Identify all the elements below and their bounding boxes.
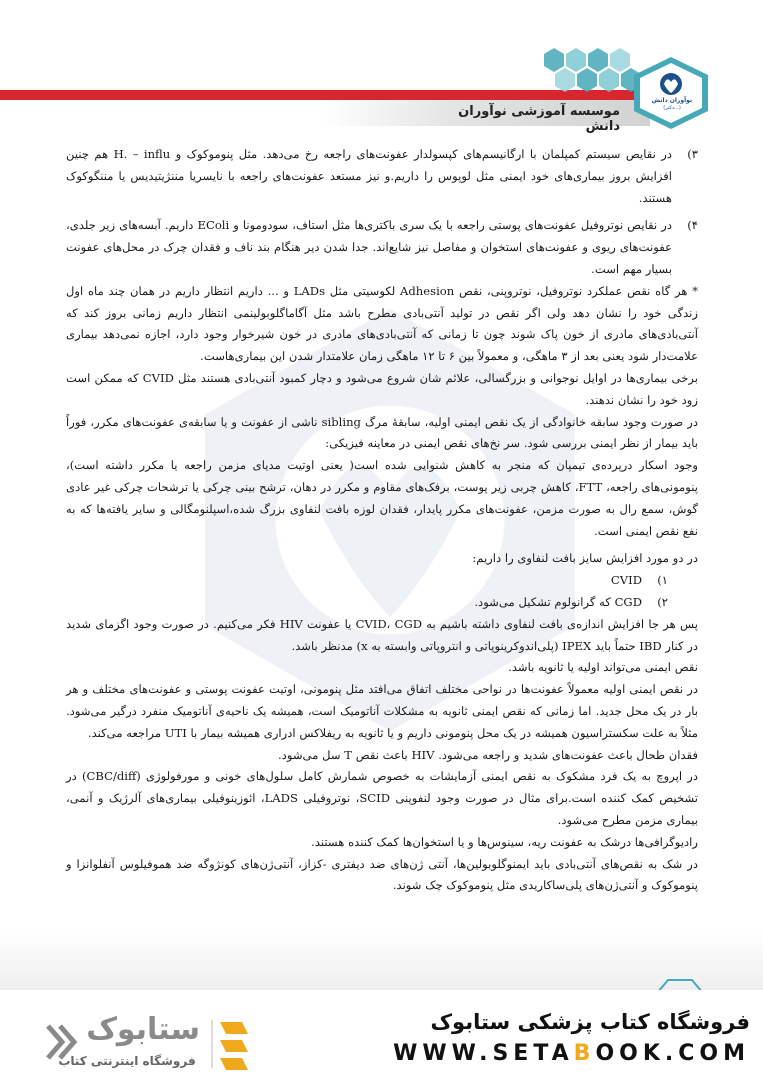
list-item-3 [66,144,698,209]
sub-list-item [66,592,698,614]
paragraph: در صورت وجود سابقه خانوادگی از یک نقص ایمنی اولیه، سابقهٔ مرگ sibling ناشی از عفونت و یا سابقه‌ی عفونت‌های مکرر، فوراً باید بیمار از نظر ایمنی بررسی شود. سر نخ‌های نقص ایمنی در معاینه فیزیکی: [66,414,698,451]
paragraph: در نقص ایمنی اولیه معمولاً عفونت‌ها در نواحی مختلف اتفاق می‌افتد مثل پنومونی، اوتیت عفونت پوستی و عفونت‌های مختلف و هر بار در یک محل جدید. اما زمانی که نقص ایمنی ثانویه به مشکلات آناتومیک است، همیشه یک ناحیه‌ی آناتومیک منفرد درگیر می‌شود. مثلاً به علت سکستراسیون همیشه در یک محل پنومونی داریم و یا ثانویه به ریفلاکس ادراری همیشه بیمار با UTI مراجعه می‌کند. [66,682,698,740]
item-number: ۳) [687,147,698,161]
logo-name: نوآوران دانش [651,97,693,104]
sub-list-item [66,570,698,592]
brand-logo-icon [632,56,710,130]
shop-title: فروشگاه کتاب پزشکی ستابوک [430,1010,750,1034]
paragraph: در دو مورد افزایش سایز بافت لنفاوی را داریم: [472,551,698,566]
paragraph: * هر گاه نقص عملکرد نوتروفیل، نوتروپنی، نقص Adhesion لکوسیتی مثل LADs و ... داریم انتظار داریم در همان چند ماه اول زندگی خود را نشان دهد ولی اگر نقص در تولید آنتی‌بادی مطرح باشد مثل آگاماگلوبولینمی انتظار داریم زمانی بروز کند که آنتی‌بادی‌های مادری از خون پاک شوند چون تا زمانی که آنتی‌بادی‌های مادری در خون شیرخوار وجود دارد، اجازه نمی‌دهد بیماری علامت‌دار شود یعنی بعد از ۳ ماهگی، و معمولاً بین ۶ تا ۱۲ ماهگی زمان علامتدار شدن این بیماری‌هاست. [66,283,698,364]
list-item-4 [66,215,698,280]
document-body [66,144,698,897]
item-number: ۴) [687,218,698,233]
paragraph: فقدان طحال باعث عفونت‌های شدید و راجعه می‌شود. HIV باعث نقص T سل می‌شود. [277,747,698,762]
paragraph: پس هر جا افزایش اندازه‌ی بافت لنفاوی داشته باشیم به CVID، CGD یا عفونت HIV فکر می‌کنیم. در صورت وجود اگزمای شدید در کنار IBD حتماً باید IPEX (پلی‌اندوکرینوپاتی و انتروپاتی وابسته به x) مدنظر باشد. [66,616,698,653]
item-text: CGD که گرانولوم تشکیل می‌شود. [474,594,642,609]
brand-subtitle: فروشگاه اینترنتی کتاب [58,1054,196,1068]
item-number: ۲) [657,594,668,609]
paragraph: برخی بیماری‌ها در اوایل نوجوانی و بزرگسالی، علائم شان شروع می‌شود و دچار کمبود آنتی‌بادی هستند مثل CVID که ممکن است زود خود را نشان ندهند. [66,370,698,407]
brand-name: ستابوک [86,1012,200,1047]
shop-url[interactable]: WWW.SETABOOK.COM [393,1041,750,1066]
item-text: در نقایص نوتروفیل عفونت‌های پوستی راجعه با یک سری باکتری‌ها مثل استاف، سودومونا و EColi داریم. آبسه‌های زیر جلدی، عفونت‌های ریوی و عفونت‌های استخوان و مفاصل نیز شایع‌اند. جدا شدن دیر هنگام بند ناف و فقدان چرک در محل‌های عفونت بسیار مهم است. [66,218,672,276]
sub-list [66,570,698,614]
header-title: موسسه آموزشی نوآوران دانش [458,104,620,134]
footer-shadow [0,930,763,992]
item-text: در نقایص سیستم کمپلمان با ارگانیسم‌های کپسولدار عفونت‌های راجعه رخ می‌دهد. مثل پنوموکوک و H. – influ هم چنین افزایش بروز بیماری‌های خود ایمنی مثل لوپوس را داریم.و نیز مستعد عفونت‌های راجعه با نایسریا مننژیتیدیس یا مننگوکوک هستند. [66,147,672,205]
paragraph: در شک به نقص‌های آنتی‌بادی باید ایمنوگلوبولین‌ها، آنتی ژن‌های ضد دیفتری -کزاز، آنتی‌ژن‌های کونژوگه ضد هموفیلوس آنفلوانزا و پنوموکوک و آنتی‌ژن‌های پلی‌ساکاریدی مثل پنوموکوک چک شوند. [66,856,698,893]
item-number: ۱) [657,573,668,588]
paragraph: در اپروچ به یک فرد مشکوک به نقص ایمنی آزمایشات به خصوص شمارش کامل سلول‌های خونی و مورفولوژی (CBC/diff) در تشخیص کمک کننده است.برای مثال در صورت وجود لنفوپنی SCID، نوتروفیلی LADS، ائوزینوفیلی بیماری‌های آلرژیک و آنمی، بیماری مزمن مطرح می‌شود. [66,769,699,827]
logo-subtitle: (دکتر...) [663,105,681,111]
paragraph: نقص ایمنی می‌تواند اولیه یا ثانویه باشد. [508,660,698,675]
paragraph: رادیوگرافی‌ها درشک به عفونت ریه، سینوس‌ها و یا استخوان‌ها کمک کننده هستند. [311,834,698,849]
item-text: CVID [610,573,642,588]
paragraph: وجود اسکار درپرده‌ی تیمپان که منجر به کاهش شنوایی شده است( یعنی اوتیت مدیای مزمن راجعه یا مکرر داشته است)، پنومونی‌های راجعه، FTT، کاهش چربی زیر پوست، برفک‌های مقاوم و مکرر در دهان، ترشح بینی چرکی یا ترشحات چرکی غیر عادی گوش، سمع رال به صورت مزمن، عفونت‌های مکرر پایدار، فقدان لوزه بافت لنفاوی بزرگ شده،اسپلنومگالی و سایر یافته‌ها که به نفع نقص ایمنی است. [66,458,698,538]
